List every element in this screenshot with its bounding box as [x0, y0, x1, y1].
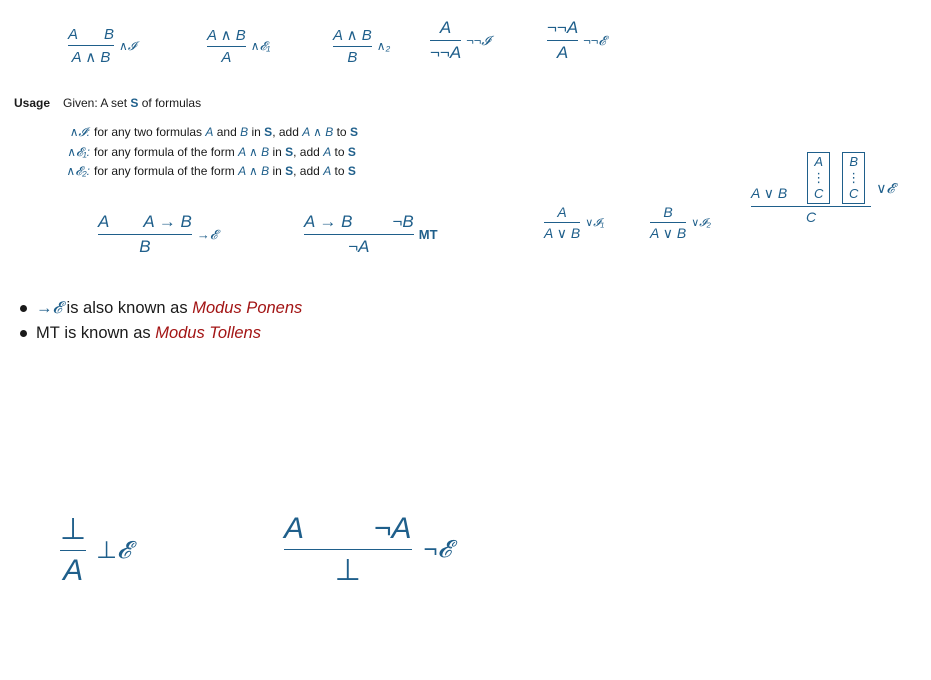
conclusion: A ∨ B [650, 225, 687, 241]
rule-name: ∨𝓔 [876, 180, 895, 196]
inference-line [68, 45, 114, 46]
premise: B [663, 204, 673, 220]
rule-name: ∧𝓔₁ [250, 38, 271, 53]
notes-list [20, 296, 302, 346]
usage-section [14, 96, 202, 110]
conclusion: A ∨ B [544, 225, 581, 241]
list-item: →𝓔 is also known as Modus Ponens [20, 296, 302, 321]
premise-b: B [104, 26, 115, 43]
inference-line [547, 40, 578, 41]
rule-name: MT [418, 227, 438, 242]
conclusion: B [347, 49, 358, 66]
rule-name: ∨𝓘₁ [585, 217, 605, 229]
conclusion: C [806, 209, 817, 225]
major-premise: A ∨ B [751, 185, 788, 201]
rule-and-elim-1 [207, 26, 270, 66]
inference-line [304, 234, 414, 235]
rule-name: ∧𝓘 [119, 38, 136, 53]
premise-b: ¬A [374, 512, 412, 545]
usage-given: Given: A set S of formulas [63, 96, 202, 110]
premise: A [439, 18, 452, 37]
inference-line [284, 549, 412, 550]
premise: A [557, 204, 567, 220]
premise: A ∧ B [333, 27, 372, 44]
subproof-box-b: B ⋮ C [842, 152, 865, 204]
rule-and-intro [68, 26, 136, 66]
rule-negneg-intro [430, 18, 490, 63]
rule-name: ∧𝓔₂: [66, 164, 90, 178]
rule-name: ¬¬𝓘 [466, 32, 491, 48]
rule-name: →𝓔 [196, 226, 218, 242]
list-item: MT is known as Modus Tollens [20, 321, 302, 346]
usage-item-and-elim-2: ∧𝓔₂: for any formula of the form A ∧ B in S , add A to S [60, 162, 358, 182]
rule-name: ∧𝓘: [69, 125, 90, 139]
rule-neg-elim [284, 512, 451, 588]
premise-b: ¬B [392, 212, 414, 231]
conclusion: ¬A [348, 237, 370, 256]
rule-and-elim-2 [333, 26, 390, 66]
inference-line [333, 46, 372, 47]
conclusion: A [221, 49, 232, 66]
rule-imp-elim [98, 212, 217, 257]
inference-line [751, 206, 871, 207]
rule-or-intro-2 [650, 204, 711, 242]
rule-name: ∧₂ [376, 39, 391, 53]
rule-name: ⊥𝓔 [96, 536, 131, 564]
bullet-icon [20, 330, 27, 337]
subproof-box-a: A ⋮ C [807, 152, 830, 204]
usage-list [60, 123, 358, 182]
premise: ⊥ [60, 513, 87, 546]
conclusion: A [63, 554, 84, 587]
rule-name: ¬𝓔 [423, 536, 452, 563]
premise-a: A [68, 26, 79, 43]
rule-name: ¬¬𝓔 [583, 32, 606, 48]
inference-line [650, 222, 686, 223]
rule-name: ∧𝓔₁: [67, 144, 90, 159]
inference-line [207, 46, 246, 47]
vertical-ellipsis: ⋮ [847, 170, 861, 185]
rule-or-elim [751, 152, 894, 225]
bullet-icon [20, 305, 27, 312]
premise: A ∧ B [207, 27, 246, 44]
premise-b: A → B [143, 212, 192, 231]
set-symbol: S [130, 96, 139, 110]
conclusion: A ∧ B [71, 49, 111, 66]
rule-name: ∨𝓘₂ [691, 217, 711, 229]
usage-item-and-elim-1: ∧𝓔₁: for any formula of the form A ∧ B in S , add A to S [60, 143, 358, 163]
rule-or-intro-1 [544, 204, 604, 242]
premise: ¬¬A [547, 18, 579, 37]
usage-label: Usage [14, 96, 51, 110]
rule-bot-elim [60, 512, 131, 588]
inference-line [60, 550, 86, 551]
inference-line [544, 222, 580, 223]
usage-item-and-intro: ∧𝓘: for any two formulas A and B in S , add A ∧ B to S [60, 123, 358, 143]
vertical-ellipsis: ⋮ [812, 170, 826, 185]
premise-a: A [98, 212, 110, 231]
inference-line [98, 234, 192, 235]
conclusion: ¬¬A [430, 43, 462, 62]
conclusion: A [556, 43, 569, 62]
conclusion: ⊥ [334, 554, 361, 587]
rule-negneg-elim [547, 18, 606, 63]
inference-line [430, 40, 461, 41]
conclusion: B [139, 237, 151, 256]
premise-a: A [284, 512, 305, 545]
premise-a: A → B [304, 212, 353, 231]
rule-modus-tollens [304, 212, 438, 257]
